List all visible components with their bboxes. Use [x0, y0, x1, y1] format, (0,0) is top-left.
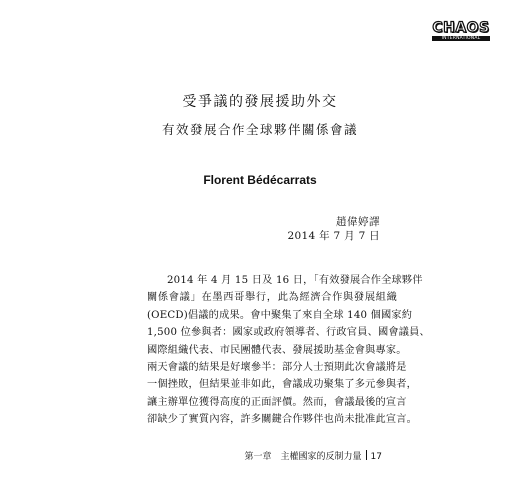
body-line: 1,500 位參與者：國家或政府領導者、行政官員、國會議員、: [147, 327, 430, 339]
author-name: Florent Bédécarrats: [203, 173, 317, 187]
article-body: [147, 272, 430, 429]
article-title: 受爭議的發展援助外交: [182, 94, 338, 110]
body-line: 兩天會議的結果是好壞參半：部分人士預期此次會議將是: [147, 361, 407, 373]
body-line: 國際組織代表、市民團體代表、發展援助基金會與專家。: [147, 344, 407, 356]
logo-subtitle: INTERNATIONAL: [432, 36, 490, 41]
body-line: 2014 年 4 月 15 日及 16 日，「有效發展合作全球夥伴: [167, 275, 423, 286]
chapter-title: 第一章 主權國家的反制力量: [244, 452, 362, 462]
article-subtitle: 有效發展合作全球夥伴關係會議: [161, 122, 358, 137]
body-line: 讓主辦單位獲得高度的正面評價。然而，會議最後的宣言: [147, 396, 407, 408]
page-footer: [230, 450, 382, 463]
page-number: 17: [370, 452, 382, 462]
body-line: 卻缺少了實質內容，許多關鍵合作夥伴也尚未批准此宣言。: [147, 414, 418, 426]
chaos-international-logo: [432, 21, 490, 41]
body-line: 一個挫敗，但結果並非如此，會議成功聚集了多元參與者，: [147, 379, 418, 391]
logo-wordmark: CHAOS: [432, 20, 490, 36]
translator-credit: 趙偉婷譯: [336, 216, 380, 228]
footer-divider: [366, 450, 367, 460]
publication-date: 2014 年 7 月 7 日: [287, 230, 380, 242]
body-line: 關係會議」在墨西哥舉行，此為經濟合作與發展組織: [147, 292, 397, 304]
body-line: (OECD)倡議的成果。會中聚集了來自全球 140 個國家約: [147, 309, 413, 321]
